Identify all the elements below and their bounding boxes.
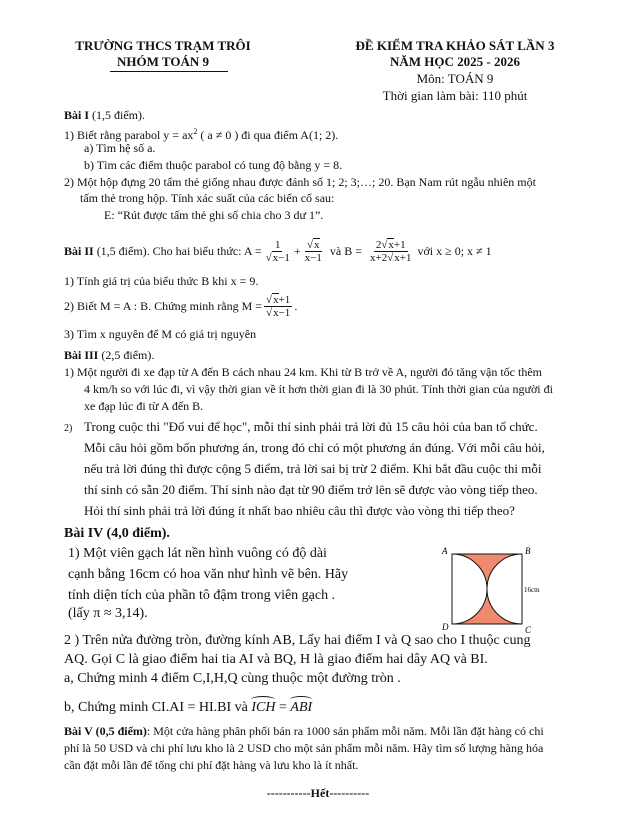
bai4-q1-line2: cạnh bằng 16cm có hoa văn như hình vẽ bên. Hãy <box>68 567 349 582</box>
bai2-q2: 2) Biết M = A : B. Chứng minh rằng M = $\frac{√x+1}{√x-1}$ . <box>64 294 298 319</box>
bai2-intro-text: (1,5 điểm). Cho hai biểu thức: A = <box>96 244 262 258</box>
bai2-intro: Bài II (1,5 điểm). Cho hai biểu thức: A = $\frac{1}{√x-1}$ + $\frac{√x}{x-1}$ và B = $\frac{2√x+1}{x+2√x+1}$ với x ≥ 0; x ≠ 1 <box>64 239 492 264</box>
bai2-q2-text: 2) Biết M = A : B. Chứng minh rằng M = <box>64 299 263 313</box>
bai1-q1a: a) Tìm hệ số a. <box>84 141 156 155</box>
bai5-text1: : Một cửa hàng phân phối bán ra 1000 sản phẩm mỗi năm. Mỗi lần đặt hàng có chi <box>146 724 544 738</box>
bai4-q1-line1: 1) Một viên gạch lát nền hình vuông có độ dài <box>68 546 327 561</box>
frac-M: $\frac{√x+1}{√x-1}$ <box>266 294 291 319</box>
bai5-title: Bài V (0,5 điểm) <box>64 724 147 738</box>
bai4-q2-line2: AQ. Gọi C là giao điểm hai tia AI và BQ, H là giao điểm hai dây AQ và BI. <box>64 652 488 667</box>
arc-abi: ABI <box>290 696 312 716</box>
bai3-q2-line1: Trong cuộc thi "Đố vui để học", mỗi thí sinh phải trả lời đủ 15 câu hỏi của ban tổ chức. <box>84 419 538 434</box>
exam-time: Thời gian làm bài: 110 phút <box>382 88 528 103</box>
figure-side-length: 16cm <box>524 586 540 594</box>
bai2-and: và B = <box>329 244 362 258</box>
frac-A1: $\frac{1}{√x-1}$ <box>265 239 290 264</box>
bai3-q2-line5: Hỏi thí sinh phải trả lời đúng ít nhất bao nhiêu câu thì được vào vòng thi tiếp theo? <box>84 503 515 518</box>
bai4-q2b-equals: = <box>278 700 287 715</box>
school-year: NĂM HỌC 2025 - 2026 <box>390 54 520 69</box>
bai4-q1-line4: (lấy π ≈ 3,14). <box>68 606 148 621</box>
header-underline <box>110 71 228 72</box>
bai4-q2a: a, Chứng minh 4 điểm C,I,H,Q cùng thuộc một đường tròn . <box>64 671 401 686</box>
bai1-points: (1,5 điểm). <box>92 108 146 122</box>
bai3-q2-line4: thí sinh có sẵn 20 điểm. Thí sinh nào đạt từ 90 điểm trở lên sẽ được vào vòng tiếp theo. <box>84 482 538 497</box>
bai1-q1: 1) Biết rằng parabol $y = ax^2$ ( a ≠ 0 ) đi qua điểm A(1; 2). <box>64 127 339 142</box>
frac-B: $\frac{2√x+1}{x+2√x+1}$ <box>369 239 412 264</box>
bai2-q1: 1) Tính giá trị của biểu thức B khi x = 9. <box>64 274 259 288</box>
bai1-q2-line2: tấm thẻ trong hộp. Tính xác suất của các biến cố sau: <box>80 191 335 205</box>
school-name: TRƯỜNG THCS TRẠM TRÔI <box>75 38 251 53</box>
bai2-title: Bài II <box>64 244 94 258</box>
bai1-q2-line1: 2) Một hộp đựng 20 tấm thẻ giống nhau được đánh số 1; 2; 3;…; 20. Bạn Nam rút ngẫu nhiên một <box>64 175 536 189</box>
bai2-q3: 3) Tìm x nguyên để M có giá trị nguyên <box>64 327 257 341</box>
bai5-line1 <box>64 724 544 739</box>
tile-right-half-circle <box>487 554 550 624</box>
bai4-q2-line1: 2 ) Trên nửa đường tròn, đường kính AB, Lấy hai điểm I và Q sao cho I thuộc cung <box>64 633 531 648</box>
figure-label-c: C <box>525 625 532 635</box>
bai1-q1-text: 1) Biết rằng parabol y = ax <box>64 128 194 142</box>
arc-ich: ICH <box>251 696 275 716</box>
figure-label-a: A <box>442 546 448 556</box>
bai3-q2-line3: nếu trả lời đúng thì được cộng 5 điểm, trả lời sai bị trừ 2 điểm. Khi bắt đầu cuộc thi mỗi <box>84 461 542 476</box>
bai3-points: (2,5 điểm). <box>101 348 155 362</box>
bai1-title: Bài I <box>64 108 90 122</box>
end-marker: -----------Hết---------- <box>266 786 370 800</box>
subject: Môn: TOÁN 9 <box>416 71 494 86</box>
bai2-condition: với x ≥ 0; x ≠ 1 <box>417 244 492 258</box>
bai3-q2-number: 2) <box>64 423 73 434</box>
bai1-q2-event: E: “Rút được tấm thẻ ghi số chia cho 3 dư 1”. <box>104 208 324 222</box>
bai1-q1-text2: ( a ≠ 0 ) đi qua điểm A(1; 2). <box>197 128 339 142</box>
bai3-q1-line1: 1) Một người đi xe đạp từ A đến B cách nhau 24 km. Khi từ B trở về A, người đó tăng vận tốc thêm <box>64 365 542 379</box>
bai5-line3: cần đặt mỗi lần để tổng chi phí đặt hàng và lưu kho là ít nhất. <box>64 758 359 772</box>
bai4-q1-line3: tính diện tích của phần tô đậm trong viên gạch . <box>68 588 336 603</box>
bai3-title: Bài III <box>64 348 99 362</box>
bai4-q2b-text: b, Chứng minh CI.AI = HI.BI và <box>64 700 248 715</box>
exam-title: ĐỀ KIỂM TRA KHẢO SÁT LẦN 3 <box>355 38 555 53</box>
bai3-q2-line2: Mỗi câu hỏi gồm bốn phương án, trong đó chỉ có một phương án đúng. Với mỗi câu hỏi, <box>84 440 545 455</box>
bai3-q1-line3: xe đạp lúc đi từ A đến B. <box>84 399 204 413</box>
figure-label-b: B <box>525 546 531 556</box>
figure-label-d: D <box>442 622 449 632</box>
bai3-q1-line2: 4 km/h so với lúc đi, vì vậy thời gian về ít hơn thời gian đi là 30 phút. Tính thời gian của người đi <box>84 382 553 396</box>
bai4-title: Bài IV (4,0 điểm). <box>64 526 170 541</box>
tile-figure <box>430 540 550 635</box>
bai4-q2b <box>64 696 312 716</box>
bai3-heading <box>64 348 154 363</box>
bai1-heading <box>64 108 145 123</box>
bai5-line2: phí là 50 USD và chi phí lưu kho là 2 USD cho một sản phẩm mỗi năm. Hãy tìm số lượng hàng hóa <box>64 741 544 755</box>
bai1-q1b: b) Tìm các điểm thuộc parabol có tung độ bằng y = 8. <box>84 158 343 172</box>
group-name: NHÓM TOÁN 9 <box>117 54 209 69</box>
frac-A2: $\frac{√x}{x-1}$ <box>304 239 322 264</box>
